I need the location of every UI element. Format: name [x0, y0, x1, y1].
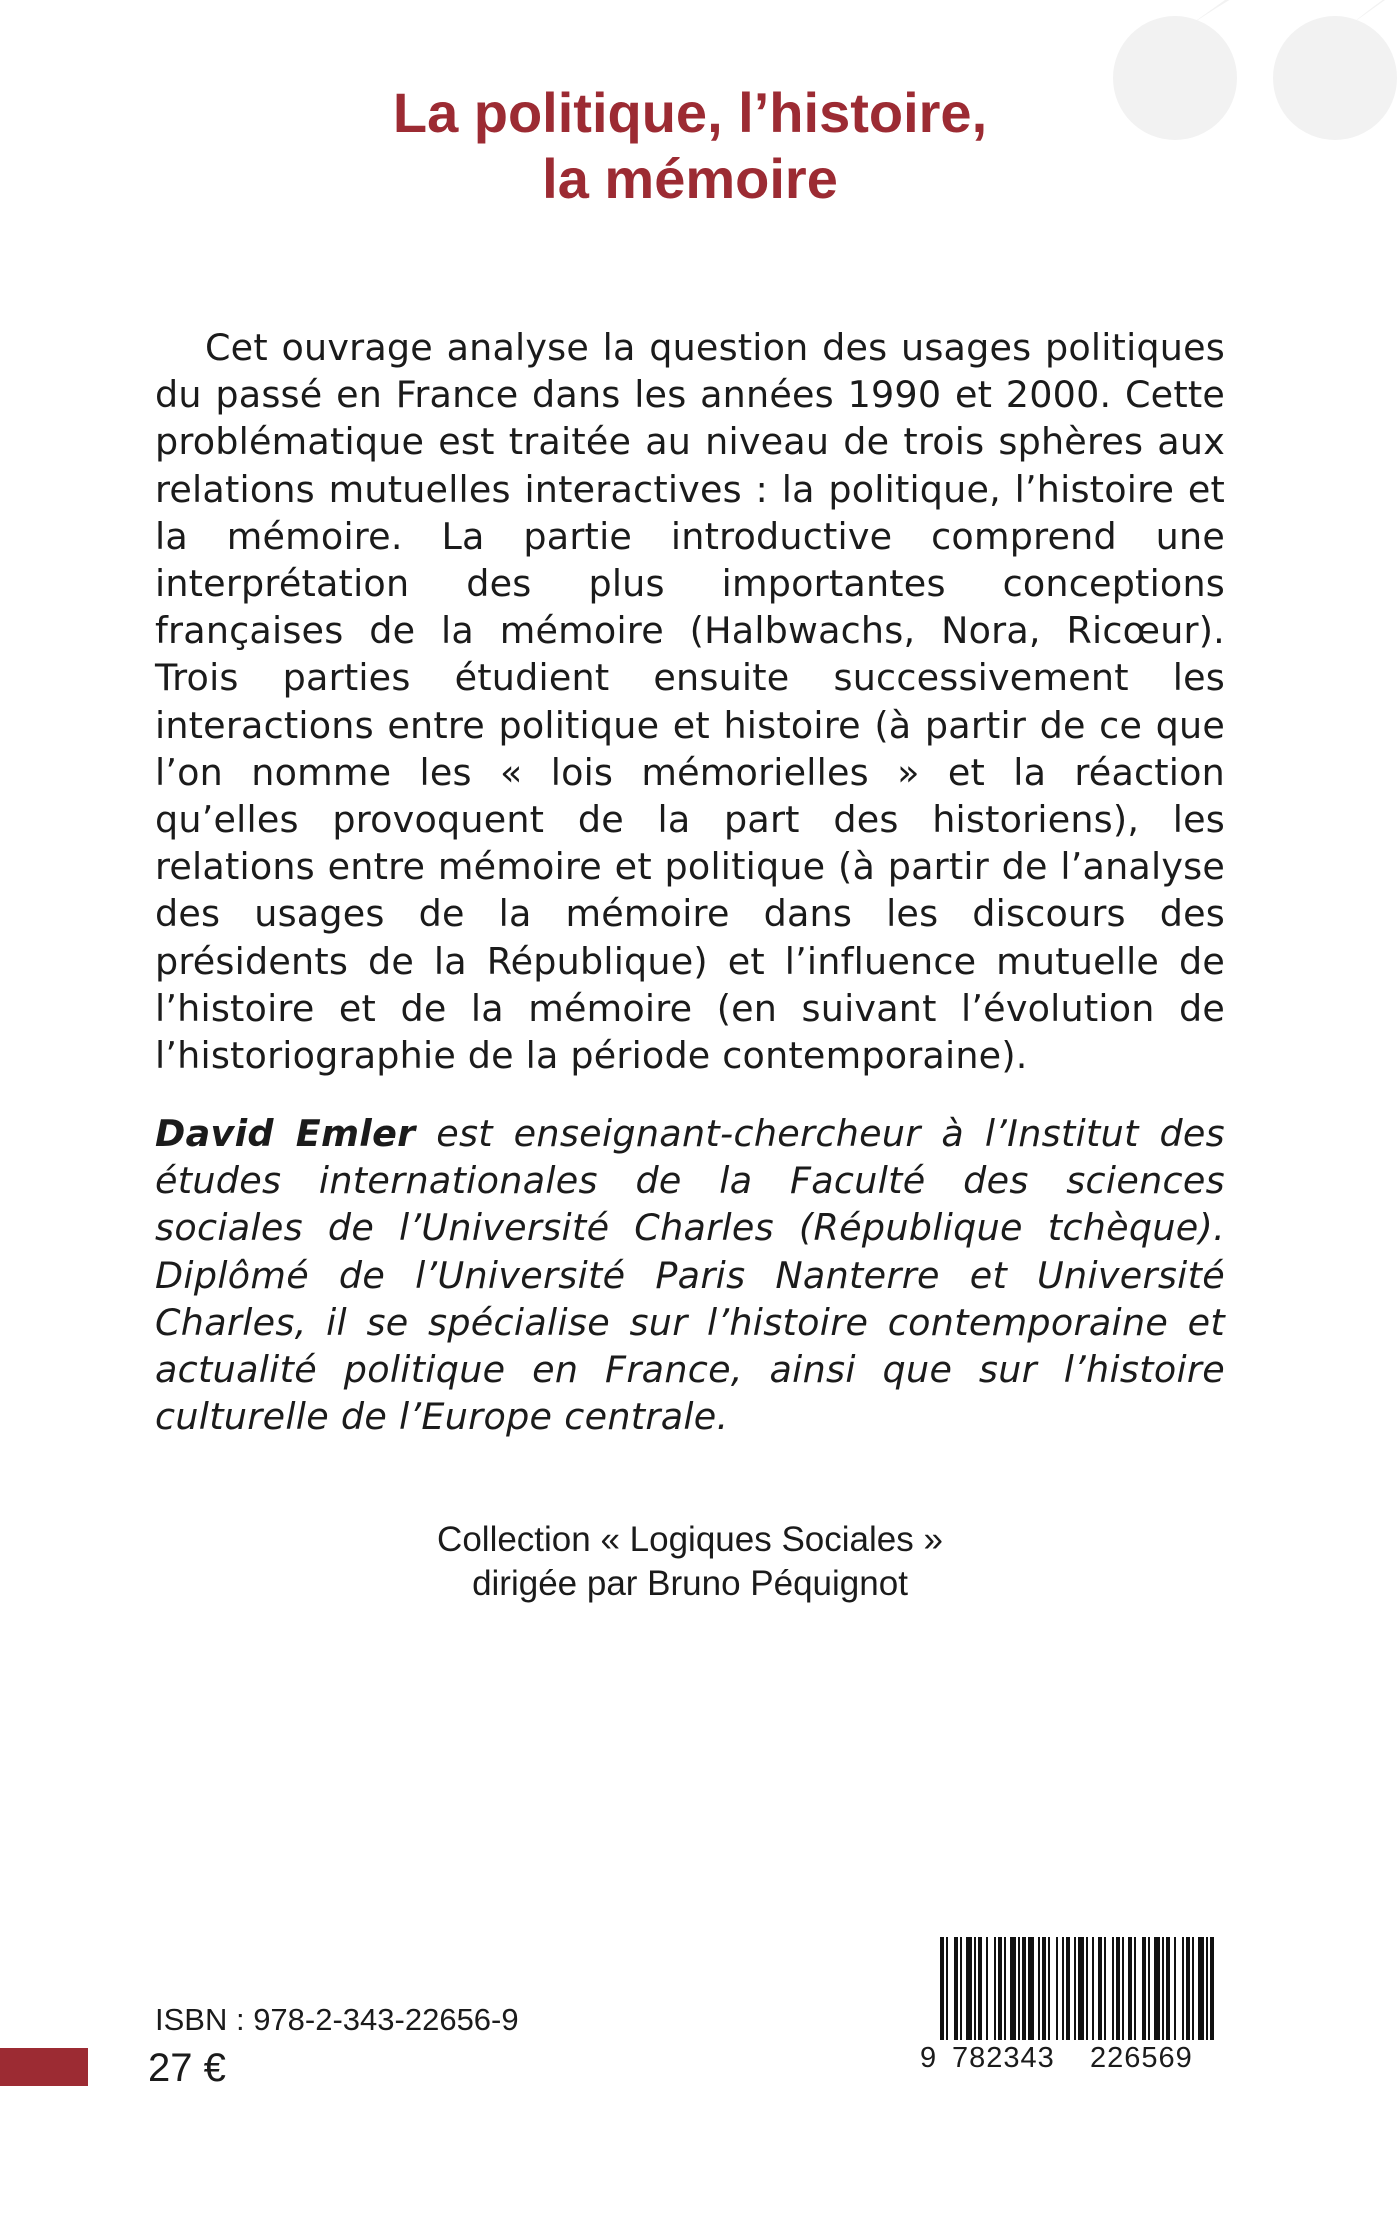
summary-paragraph: Cet ouvrage analyse la question des usages politiques du passé en France dans les années 1990 et 2000. Cette problématique est traitée au niveau de trois sphères aux relations mutuelles interactives : la politique, l’histoire et la mémoire. La partie introductive comprend une interprétation des plus importantes conceptions françaises de la mémoire (Halbwachs, Nora, Ricœur). Trois parties étudient ensuite successivement les interactions entre politique et histoire (à partir de ce que l’on nomme les « lois mémorielles » et la réaction qu’elles provoquent de la part des historiens), les relations entre mémoire et politique (à partir de l’analyse des usages de la mémoire dans les discours des présidents de la République) et l’influence mutuelle de l’histoire et de la mémoire (en suivant l’évolution de l’historiographie de la période contemporaine). [155, 326, 1225, 1078]
barcode-digits [920, 2040, 1220, 2080]
isbn: ISBN : 978-2-343-22656-9 [155, 2002, 519, 2037]
barcode-lead-digit: 9 [920, 2042, 938, 2074]
barcode-group-2: 226569 [1090, 2042, 1193, 2074]
title-line-2: la mémoire [542, 147, 838, 210]
price: 27 € [148, 2046, 226, 2090]
author-name: David Emler [155, 1112, 416, 1155]
title-line-1: La politique, l’histoire, [392, 81, 988, 144]
accent-bar [0, 2048, 88, 2086]
collection-name: Collection « Logiques Sociales » [437, 1520, 943, 1559]
author-bio [155, 1110, 1225, 1440]
barcode-group-1: 782343 [952, 2042, 1055, 2074]
collection-director: dirigée par Bruno Péquignot [472, 1564, 908, 1603]
collection-info [0, 1518, 1380, 1606]
author-bio-text: est enseignant-chercheur à l’Institut des études internationales de la Faculté des sciences sociales de l’Université Charles (République tchèque). Diplômé de l’Université Paris Nanterre et Université Charles, il se spécialise sur l’histoire contemporaine et actualité politique en France, ainsi que sur l’histoire culturelle de l’Europe centrale. [155, 1112, 1225, 1439]
book-title [0, 80, 1380, 212]
